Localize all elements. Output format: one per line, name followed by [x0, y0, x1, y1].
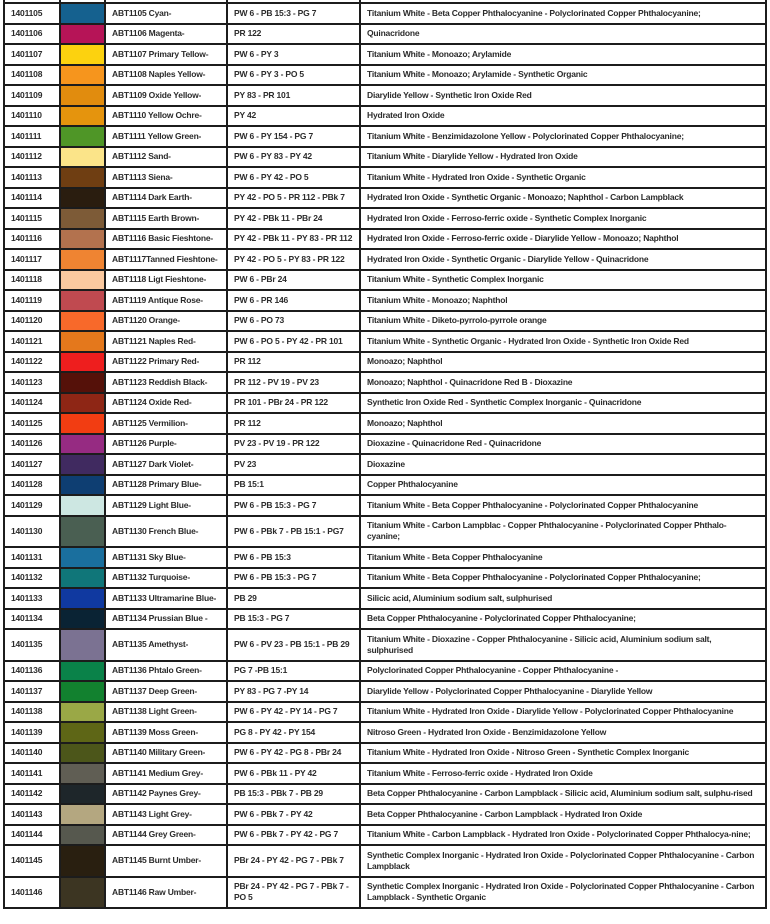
row-code: 1401143 [4, 804, 60, 825]
row-description: Titanium White - Benzimidazolone Yellow - Polyclorinated Copper Phthalocyanine; [360, 126, 766, 147]
row-pigments: PW 6 - PY 42 - PY 14 - PG 7 [227, 702, 360, 723]
row-name: ABT1108 Naples Yellow- [105, 65, 227, 86]
color-swatch [60, 702, 105, 723]
color-swatch [60, 681, 105, 702]
row-description: Monoazo; Naphthol [360, 413, 766, 434]
color-swatch [60, 413, 105, 434]
color-swatch [60, 24, 105, 45]
row-name: ABT1145 Burnt Umber- [105, 845, 227, 877]
row-code: 1401128 [4, 475, 60, 496]
row-code: 1401141 [4, 763, 60, 784]
row-description: Hydrated Iron Oxide - Ferroso-ferric oxide - Diarylide Yellow - Monoazo; Naphthol [360, 229, 766, 250]
row-pigments: PR 101 - PBr 24 - PR 122 [227, 393, 360, 414]
table-row [4, 65, 766, 86]
row-code: 1401124 [4, 393, 60, 414]
color-swatch [60, 825, 105, 846]
row-code: 1401125 [4, 413, 60, 434]
row-code: 1401145 [4, 845, 60, 877]
row-pigments: PB 15:3 - PBk 7 - PB 29 [227, 784, 360, 805]
table-row [4, 434, 766, 455]
table-row [4, 702, 766, 723]
color-swatch [60, 547, 105, 568]
color-swatch [60, 65, 105, 86]
color-swatch [60, 588, 105, 609]
color-swatch [60, 454, 105, 475]
color-swatch [60, 208, 105, 229]
row-pigments: PBr 24 - PY 42 - PG 7 - PBk 7 - PO 5 [227, 877, 360, 909]
table-row [4, 393, 766, 414]
row-name: ABT1136 Phtalo Green- [105, 661, 227, 682]
row-description: Titanium White - Diketo-pyrrolo-pyrrole orange [360, 311, 766, 332]
color-swatch [60, 270, 105, 291]
table-row [4, 208, 766, 229]
row-name: ABT1116 Basic Fieshtone- [105, 229, 227, 250]
row-code: 1401120 [4, 311, 60, 332]
row-pigments: PW 6 - PY 42 - PO 5 [227, 167, 360, 188]
row-code: 1401115 [4, 208, 60, 229]
table-row [4, 845, 766, 877]
row-pigments: PW 6 - PY 3 [227, 44, 360, 65]
table-row [4, 629, 766, 661]
color-swatch [60, 106, 105, 127]
row-description: Dioxazine [360, 454, 766, 475]
color-swatch [60, 845, 105, 877]
table-row [4, 568, 766, 589]
row-name: ABT1146 Raw Umber- [105, 877, 227, 909]
table-row [4, 249, 766, 270]
table-row [4, 188, 766, 209]
row-name: ABT1121 Naples Red- [105, 331, 227, 352]
row-code: 1401130 [4, 516, 60, 548]
row-name: ABT1125 Vermilion- [105, 413, 227, 434]
row-name: ABT1138 Light Green- [105, 702, 227, 723]
table-row [4, 270, 766, 291]
row-pigments: PW 6 - PY 83 - PY 42 [227, 147, 360, 168]
row-pigments: PW 6 - PY 154 - PG 7 [227, 126, 360, 147]
row-description: Synthetic Iron Oxide Red - Synthetic Complex Inorganic - Quinacridone [360, 393, 766, 414]
row-code: 1401106 [4, 24, 60, 45]
pigment-table [3, 0, 767, 909]
table-row [4, 352, 766, 373]
row-pigments: PY 42 - PO 5 - PR 112 - PBk 7 [227, 188, 360, 209]
row-name: ABT1139 Moss Green- [105, 722, 227, 743]
row-name: ABT1127 Dark Violet- [105, 454, 227, 475]
row-name: ABT1122 Primary Red- [105, 352, 227, 373]
row-name: ABT1120 Orange- [105, 311, 227, 332]
color-swatch [60, 331, 105, 352]
row-description: Diarylide Yellow - Polyclorinated Copper Phthalocyanine - Diarylide Yellow [360, 681, 766, 702]
row-name: ABT1144 Grey Green- [105, 825, 227, 846]
table-row [4, 229, 766, 250]
row-pigments: PW 6 - PBk 7 - PY 42 - PG 7 [227, 825, 360, 846]
row-pigments: PW 6 - PO 73 [227, 311, 360, 332]
table-row [4, 106, 766, 127]
row-description: Titanium White - Monoazo; Arylamide - Synthetic Organic [360, 65, 766, 86]
table-row [4, 547, 766, 568]
row-code: 1401107 [4, 44, 60, 65]
row-name: ABT1133 Ultramarine Blue- [105, 588, 227, 609]
color-swatch [60, 372, 105, 393]
row-description: Titanium White - Beta Copper Phthalocyanine [360, 547, 766, 568]
row-description: Titanium White - Ferroso-ferric oxide - Hydrated Iron Oxide [360, 763, 766, 784]
color-swatch [60, 3, 105, 24]
color-swatch [60, 352, 105, 373]
color-swatch [60, 147, 105, 168]
row-code: 1401114 [4, 188, 60, 209]
row-pigments: PW 6 - PB 15:3 - PG 7 [227, 568, 360, 589]
row-description: Titanium White - Dioxazine - Copper Phthalocyanine - Silicic acid, Aluminium sodium salt, sulphurised [360, 629, 766, 661]
row-code: 1401121 [4, 331, 60, 352]
row-code: 1401135 [4, 629, 60, 661]
row-description: Titanium White - Monoazo; Naphthol [360, 290, 766, 311]
table-row [4, 290, 766, 311]
table-row [4, 3, 766, 24]
table-row [4, 454, 766, 475]
table-row [4, 609, 766, 630]
row-name: ABT1115 Earth Brown- [105, 208, 227, 229]
table-row [4, 44, 766, 65]
table-row [4, 681, 766, 702]
row-pigments: PB 29 [227, 588, 360, 609]
row-pigments: PY 83 - PR 101 [227, 85, 360, 106]
color-swatch [60, 393, 105, 414]
row-pigments: PW 6 - PY 3 - PO 5 [227, 65, 360, 86]
row-code: 1401122 [4, 352, 60, 373]
table-row [4, 311, 766, 332]
row-pigments: PR 122 [227, 24, 360, 45]
color-swatch [60, 249, 105, 270]
row-description: Hydrated Iron Oxide - Ferroso-ferric oxide - Synthetic Complex Inorganic [360, 208, 766, 229]
row-description: Titanium White - Hydrated Iron Oxide - Nitroso Green - Synthetic Complex Inorganic [360, 743, 766, 764]
table-row [4, 126, 766, 147]
row-name: ABT1128 Primary Blue- [105, 475, 227, 496]
color-swatch [60, 44, 105, 65]
row-code: 1401132 [4, 568, 60, 589]
color-swatch [60, 722, 105, 743]
row-pigments: PW 6 - PBk 11 - PY 42 [227, 763, 360, 784]
row-description: Monoazo; Naphthol - Quinacridone Red B - Dioxazine [360, 372, 766, 393]
row-name: ABT1137 Deep Green- [105, 681, 227, 702]
row-code: 1401109 [4, 85, 60, 106]
color-swatch [60, 629, 105, 661]
color-swatch [60, 877, 105, 909]
row-code: 1401133 [4, 588, 60, 609]
row-code: 1401113 [4, 167, 60, 188]
table-row [4, 763, 766, 784]
row-pigments: PW 6 - PBk 7 - PY 42 [227, 804, 360, 825]
row-name: ABT1142 Paynes Grey- [105, 784, 227, 805]
row-code: 1401117 [4, 249, 60, 270]
row-pigments: PW 6 - PB 15:3 - PG 7 [227, 495, 360, 516]
row-pigments: PB 15:1 [227, 475, 360, 496]
table-row [4, 24, 766, 45]
row-name: ABT1105 Cyan- [105, 3, 227, 24]
row-name: ABT1134 Prussian Blue - [105, 609, 227, 630]
row-name: ABT1140 Military Green- [105, 743, 227, 764]
row-description: Hydrated Iron Oxide - Synthetic Organic - Diarylide Yellow - Quinacridone [360, 249, 766, 270]
row-code: 1401119 [4, 290, 60, 311]
row-name: ABT1114 Dark Earth- [105, 188, 227, 209]
row-description: Synthetic Complex Inorganic - Hydrated Iron Oxide - Polyclorinated Copper Phthalocyanine - Carbon Lampblack - Synthetic Organic [360, 877, 766, 909]
row-description: Titanium White - Synthetic Complex Inorganic [360, 270, 766, 291]
row-pigments: PR 112 [227, 413, 360, 434]
color-swatch [60, 609, 105, 630]
color-swatch [60, 784, 105, 805]
color-swatch [60, 290, 105, 311]
row-code: 1401136 [4, 661, 60, 682]
table-row [4, 825, 766, 846]
row-pigments: PG 8 - PY 42 - PY 154 [227, 722, 360, 743]
row-pigments: PW 6 - PB 15:3 - PG 7 [227, 3, 360, 24]
row-description: Monoazo; Naphthol [360, 352, 766, 373]
color-swatch [60, 188, 105, 209]
row-description: Titanium White - Diarylide Yellow - Hydrated Iron Oxide [360, 147, 766, 168]
row-description: Hydrated Iron Oxide [360, 106, 766, 127]
row-name: ABT1141 Medium Grey- [105, 763, 227, 784]
row-name: ABT1111 Yellow Green- [105, 126, 227, 147]
row-name: ABT1129 Light Blue- [105, 495, 227, 516]
row-pigments: PY 42 [227, 106, 360, 127]
row-description: Copper Phthalocyanine [360, 475, 766, 496]
table-row [4, 784, 766, 805]
row-description: Polyclorinated Copper Phthalocyanine - Copper Phthalocyanine - [360, 661, 766, 682]
row-name: ABT1135 Amethyst- [105, 629, 227, 661]
row-description: Titanium White - Beta Copper Phthalocyanine - Polyclorinated Copper Phthalocyanine [360, 495, 766, 516]
row-name: ABT1106 Magenta- [105, 24, 227, 45]
color-swatch [60, 516, 105, 548]
row-pigments: PV 23 [227, 454, 360, 475]
pigment-table-body [4, 0, 766, 908]
row-description: Nitroso Green - Hydrated Iron Oxide - Benzimidazolone Yellow [360, 722, 766, 743]
row-description: Titanium White - Carbon Lampblack - Hydrated Iron Oxide - Polyclorinated Copper Phthalocya-nine; [360, 825, 766, 846]
row-code: 1401118 [4, 270, 60, 291]
row-pigments: PY 42 - PBk 11 - PBr 24 [227, 208, 360, 229]
row-pigments: PV 23 - PV 19 - PR 122 [227, 434, 360, 455]
row-description: Diarylide Yellow - Synthetic Iron Oxide Red [360, 85, 766, 106]
color-swatch [60, 475, 105, 496]
row-code: 1401105 [4, 3, 60, 24]
color-swatch [60, 495, 105, 516]
row-description: Synthetic Complex Inorganic - Hydrated Iron Oxide - Polyclorinated Copper Phthalocyanine - Carbon Lampblack [360, 845, 766, 877]
row-name: ABT1131 Sky Blue- [105, 547, 227, 568]
row-description: Titanium White - Hydrated Iron Oxide - Diarylide Yellow - Polyclorinated Copper Phthalocyanine [360, 702, 766, 723]
row-name: ABT1132 Turquoise- [105, 568, 227, 589]
table-row [4, 372, 766, 393]
row-code: 1401140 [4, 743, 60, 764]
color-swatch [60, 311, 105, 332]
table-row [4, 722, 766, 743]
row-pigments: PG 7 -PB 15:1 [227, 661, 360, 682]
row-pigments: PW 6 - PR 146 [227, 290, 360, 311]
row-code: 1401146 [4, 877, 60, 909]
row-pigments: PW 6 - PBr 24 [227, 270, 360, 291]
row-description: Titanium White - Beta Copper Phthalocyanine - Polyclorinated Copper Phthalocyanine; [360, 568, 766, 589]
row-name: ABT1113 Siena- [105, 167, 227, 188]
table-row [4, 85, 766, 106]
row-name: ABT1119 Antique Rose- [105, 290, 227, 311]
row-pigments: PW 6 - PV 23 - PB 15:1 - PB 29 [227, 629, 360, 661]
row-description: Titanium White - Hydrated Iron Oxide - Synthetic Organic [360, 167, 766, 188]
row-description: Beta Copper Phthalocyanine - Carbon Lampblack - Silicic acid, Aluminium sodium salt, sulphu-rised [360, 784, 766, 805]
row-description: Titanium White - Beta Copper Phthalocyanine - Polyclorinated Copper Phthalocyanine; [360, 3, 766, 24]
table-row [4, 495, 766, 516]
row-code: 1401131 [4, 547, 60, 568]
color-swatch [60, 661, 105, 682]
row-pigments: PY 83 - PG 7 -PY 14 [227, 681, 360, 702]
row-code: 1401123 [4, 372, 60, 393]
row-name: ABT1143 Light Grey- [105, 804, 227, 825]
row-name: ABT1109 Oxide Yellow- [105, 85, 227, 106]
row-code: 1401139 [4, 722, 60, 743]
color-swatch [60, 763, 105, 784]
row-description: Quinacridone [360, 24, 766, 45]
row-name: ABT1130 French Blue- [105, 516, 227, 548]
row-pigments: PY 42 - PBk 11 - PY 83 - PR 112 [227, 229, 360, 250]
color-swatch [60, 229, 105, 250]
row-code: 1401142 [4, 784, 60, 805]
row-code: 1401144 [4, 825, 60, 846]
color-swatch [60, 126, 105, 147]
row-description: Beta Copper Phthalocyanine - Carbon Lampblack - Hydrated Iron Oxide [360, 804, 766, 825]
row-pigments: PW 6 - PO 5 - PY 42 - PR 101 [227, 331, 360, 352]
row-code: 1401138 [4, 702, 60, 723]
row-code: 1401110 [4, 106, 60, 127]
color-swatch [60, 167, 105, 188]
row-description: Dioxazine - Quinacridone Red - Quinacridone [360, 434, 766, 455]
row-code: 1401134 [4, 609, 60, 630]
row-pigments: PR 112 [227, 352, 360, 373]
row-pigments: PW 6 - PBk 7 - PB 15:1 - PG7 [227, 516, 360, 548]
row-description: Beta Copper Phthalocyanine - Polyclorinated Copper Phthalocyanine; [360, 609, 766, 630]
row-pigments: PR 112 - PV 19 - PV 23 [227, 372, 360, 393]
row-description: Titanium White - Synthetic Organic - Hydrated Iron Oxide - Synthetic Iron Oxide Red [360, 331, 766, 352]
table-row [4, 804, 766, 825]
row-name: ABT1110 Yellow Ochre- [105, 106, 227, 127]
row-description: Titanium White - Monoazo; Arylamide [360, 44, 766, 65]
row-description: Hydrated Iron Oxide - Synthetic Organic - Monoazo; Naphthol - Carbon Lampblack [360, 188, 766, 209]
color-swatch [60, 434, 105, 455]
table-row [4, 588, 766, 609]
row-pigments: PW 6 - PB 15:3 [227, 547, 360, 568]
row-description: Titanium White - Carbon Lampblac - Copper Phthalocyanine - Polyclorinated Copper Phthalo-cyanine; [360, 516, 766, 548]
row-pigments: PB 15:3 - PG 7 [227, 609, 360, 630]
table-row [4, 877, 766, 909]
table-row [4, 475, 766, 496]
table-row [4, 743, 766, 764]
row-code: 1401116 [4, 229, 60, 250]
row-code: 1401129 [4, 495, 60, 516]
color-swatch [60, 743, 105, 764]
row-description: Silicic acid, Aluminium sodium salt, sulphurised [360, 588, 766, 609]
color-swatch [60, 804, 105, 825]
row-pigments: PY 42 - PO 5 - PY 83 - PR 122 [227, 249, 360, 270]
row-pigments: PW 6 - PY 42 - PG 8 - PBr 24 [227, 743, 360, 764]
row-name: ABT1126 Purple- [105, 434, 227, 455]
row-code: 1401137 [4, 681, 60, 702]
table-row [4, 167, 766, 188]
row-code: 1401126 [4, 434, 60, 455]
table-row [4, 413, 766, 434]
row-name: ABT1112 Sand- [105, 147, 227, 168]
row-name: ABT1118 Ligt Fieshtone- [105, 270, 227, 291]
row-name: ABT1117Tanned Fieshtone- [105, 249, 227, 270]
row-name: ABT1124 Oxide Red- [105, 393, 227, 414]
table-row [4, 661, 766, 682]
row-code: 1401111 [4, 126, 60, 147]
row-code: 1401127 [4, 454, 60, 475]
row-code: 1401108 [4, 65, 60, 86]
table-row [4, 516, 766, 548]
row-name: ABT1123 Reddish Black- [105, 372, 227, 393]
color-swatch [60, 85, 105, 106]
table-row [4, 331, 766, 352]
row-pigments: PBr 24 - PY 42 - PG 7 - PBk 7 [227, 845, 360, 877]
row-name: ABT1107 Primary Tellow- [105, 44, 227, 65]
row-code: 1401112 [4, 147, 60, 168]
color-swatch [60, 568, 105, 589]
table-row [4, 147, 766, 168]
